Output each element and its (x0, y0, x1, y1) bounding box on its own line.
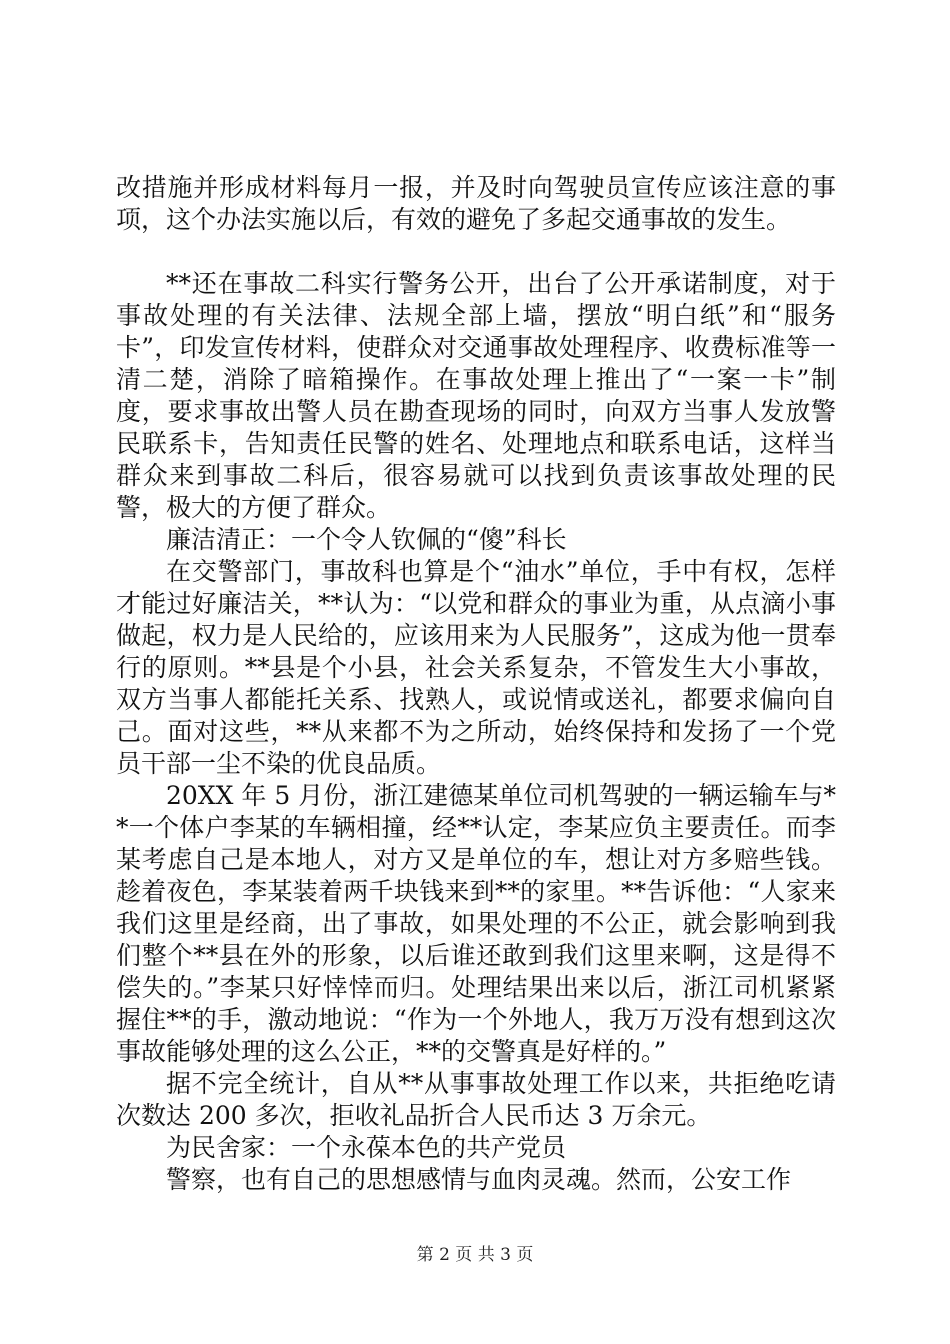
document-body (116, 172, 836, 1196)
paragraph-statistics: 据不完全统计，自从**从事事故处理工作以来，共拒绝吃请次数达 200 多次，拒收礼品折合人民币达 3 万余元。 (116, 1069, 836, 1130)
paragraph-police-transparency: **还在事故二科实行警务公开，出台了公开承诺制度，对于事故处理的有关法律、法规全部上墙，摆放“明白纸”和“服务卡”，印发宣传材料，使群众对交通事故处理程序、收费标准等一清二楚，消除了暗箱操作。在事故处理上推出了“一案一卡”制度，要求事故出警人员在勘查现场的同时，向双方当事人发放警民联系卡，告知责任民警的姓名、处理地点和联系电话，这样当群众来到事故二科后，很容易就可以找到负责该事故处理的民警，极大的方便了群众。 (116, 269, 836, 522)
section-heading-devotion: 为民舍家：一个永葆本色的共产党员 (166, 1133, 567, 1162)
paragraph-integrity: 在交警部门，事故科也算是个“油水”单位，手中有权，怎样才能过好廉洁关，**认为：“以党和群众的事业为重，从点滴小事做起，权力是人民给的，应该用来为人民服务”，这成为他一贯奉行的原则。**县是个小县，社会关系复杂，不管发生大小事故，双方当事人都能托关系、找熟人，或说情或送礼，都要求偏向自己。面对这些，**从来都不为之所动，始终保持和发扬了一个党员干部一尘不染的优良品质。 (116, 557, 836, 778)
paragraph-continuation: 改措施并形成材料每月一报，并及时向驾驶员宣传应该注意的事项，这个办法实施以后，有效的避免了多起交通事故的发生。 (116, 173, 836, 234)
paragraph-accident-case: 20XX 年 5 月份，浙江建德某单位司机驾驶的一辆运输车与**一个体户李某的车辆相撞，经**认定，李某应负主要责任。而李某考虑自己是本地人，对方又是单位的车，想让对方多赔些钱。趁着夜色，李某装着两千块钱来到**的家里。**告诉他：“人家来我们这里是经商，出了事故，如果处理的不公正，就会影响到我们整个**县在外的形象，以后谁还敢到我们这里来啊，这是得不偿失的。”李某只好悻悻而归。处理结果出来以后，浙江司机紧紧握住**的手，激动地说：“作为一个外地人，我万万没有想到这次事故能够处理的这么公正，**的交警真是好样的。” (116, 781, 836, 1066)
section-heading-integrity: 廉洁清正：一个令人钦佩的“傻”科长 (166, 525, 567, 554)
page-footer: 第 2 页 共 3 页 (416, 1245, 534, 1265)
paragraph-police-feelings: 警察，也有自己的思想感情与血肉灵魂。然而，公安工作 (166, 1165, 792, 1194)
